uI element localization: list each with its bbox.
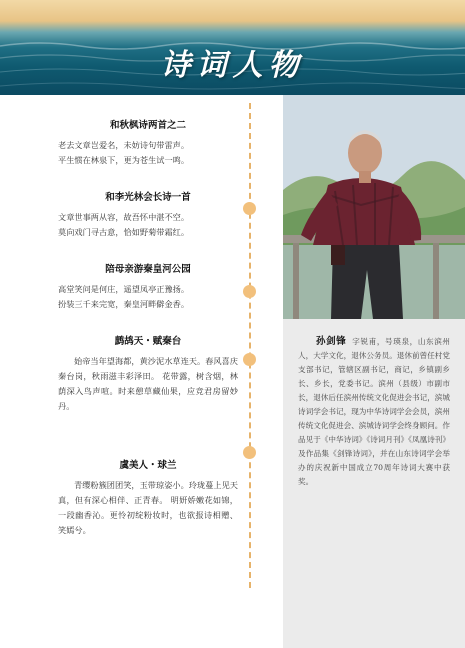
poem-line: 文章世事两从容，故吾怀中湛不空。 [58,212,190,222]
poem-line: 青缨粉簇团团笑，玉带琼姿小。玲珑蔓上见天真，但有深心相伴、正青春。 明妍娇嫩花如锦，一段幽香沁。更怜初绽粉妆时，也欲报诗相赠、笑嫣兮。 [58,480,238,535]
poem-title: 虞美人・球兰 [119,460,177,471]
poem-2 [58,189,238,240]
poem-3 [58,261,238,312]
timeline-dot [243,285,256,298]
author-bio-text: 字锐甫，号瑛泉，山东滨州人，大学文化，退休公务员。退休前曾任村党支部书记，管辖区副书记，商记，乡镇副乡长、乡长，党委书记。滨州（县级）市副市长，退休后任滨州传统文化促进会书记，滨城诗词学会书记，现为中华诗词学会会员，滨州传统文化促进会、滨城诗词学会终身顾问。作品见于《中华诗词》《诗词月刊》《凤凰诗刊》及作品集《剑锋诗词》，并在山东诗词学会举办的庆祝新中国成立70周年诗词大赛中获奖。 [298,337,450,486]
poem-line: 扮装三千来完宽，秦皇河畔僻金香。 [58,299,190,309]
timeline-dot [243,202,256,215]
poem-4 [58,333,238,414]
header-banner [0,0,465,95]
author-photo [283,95,465,319]
poem-5 [58,457,238,538]
author-bio [298,335,450,489]
timeline-dot [243,446,256,459]
poem-title: 鹧鸪天・赋秦台 [114,336,182,347]
poem-title: 陪母亲游秦皇河公园 [105,264,191,275]
page-title: 诗词人物 [160,48,305,83]
author-panel [283,95,465,648]
author-name: 孙剑锋 [316,336,347,347]
poem-line: 老去文章岂爱名，未妨诗句带雷声。 [58,140,190,150]
author-portrait-image [283,95,465,319]
poem-line: 莫向戏门寻古意，恰如野菊带霜红。 [58,227,190,237]
poem-line: 高堂笑问是何庄，遥望凤亭正豫扬。 [58,284,190,294]
poem-1 [58,117,238,168]
timeline-line [249,103,251,588]
poem-title: 和李光林会长诗一首 [105,192,191,203]
timeline-dot [243,353,256,366]
poem-line: 始帝当年望海都，黄沙泥水草连天。春风喜庆秦台岗，秋雨滋丰彩泽田。 花带露，树含烟，林荫深入鸟声喧。时来憩草藏仙果，应竞君房留妙丹。 [58,356,238,411]
poem-title: 和秋枫诗两首之二 [109,120,186,131]
poem-line: 平生惯在林泉下，更为苍生试一鸣。 [58,155,190,165]
poems-column [0,95,283,648]
